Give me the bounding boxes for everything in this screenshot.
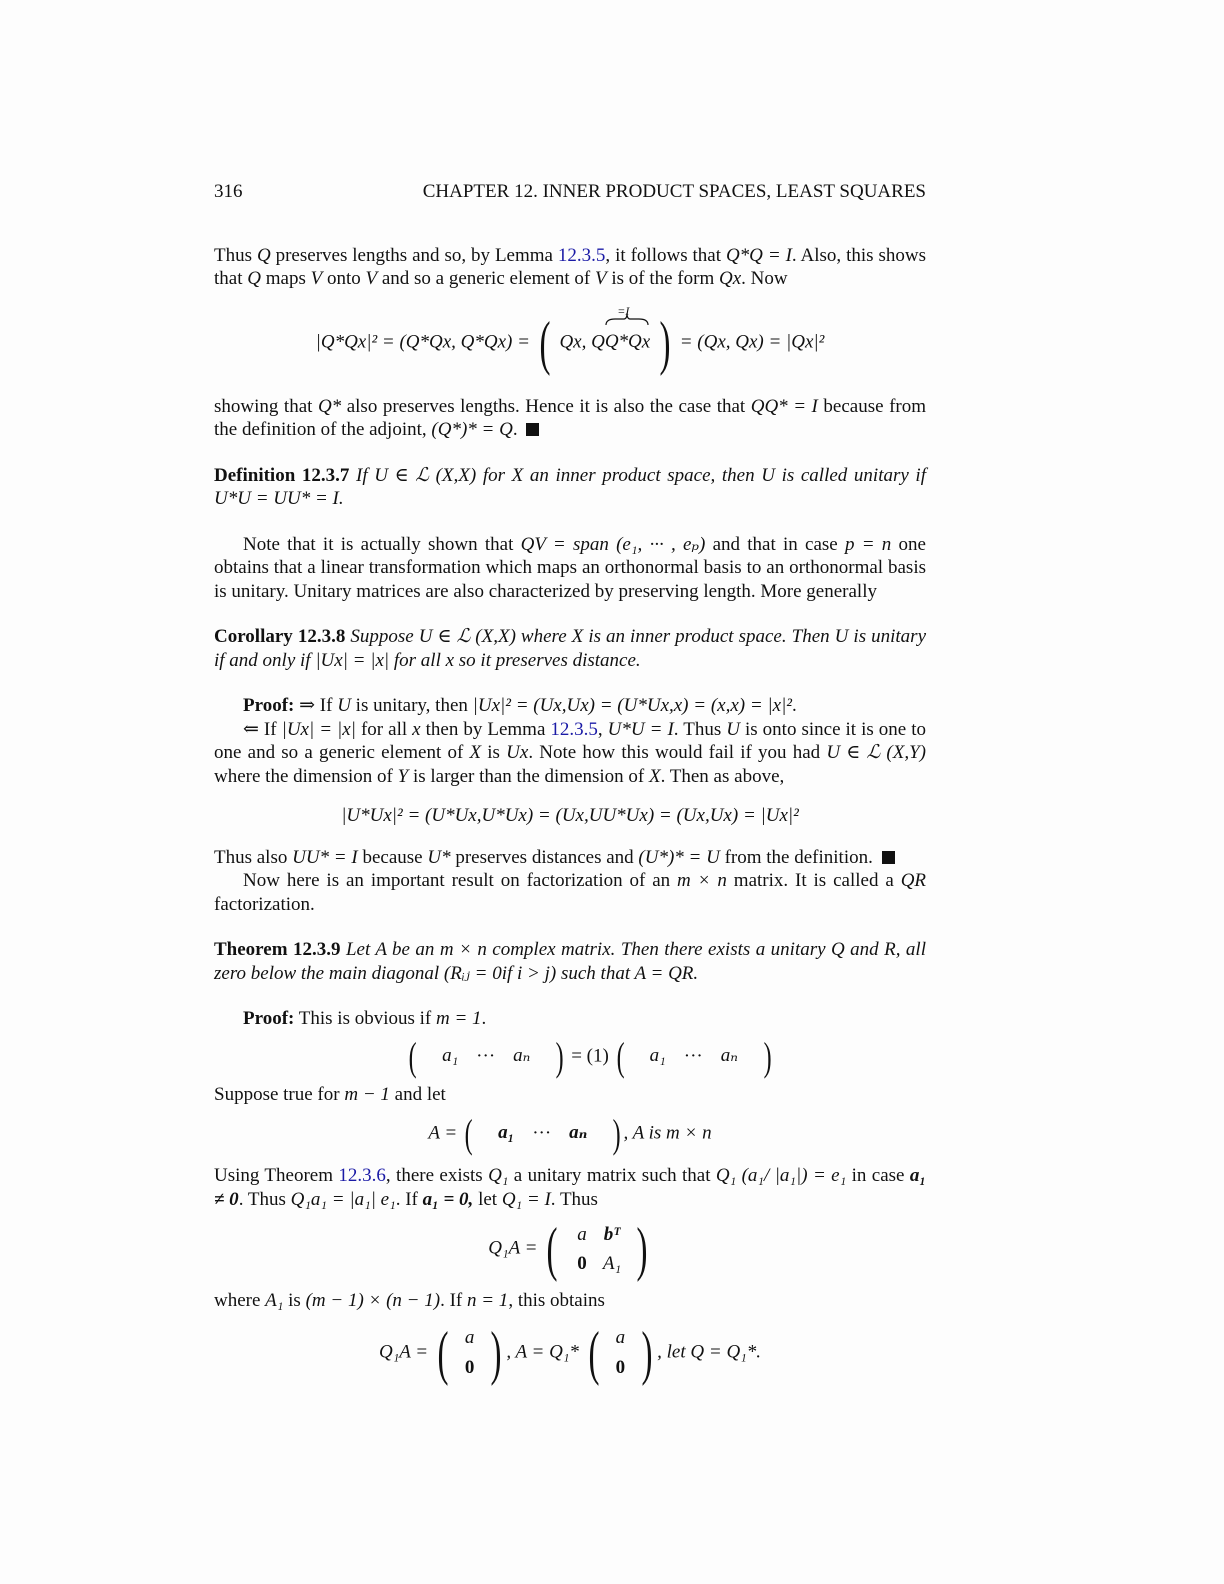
- proof: Proof: ⇒ If U is unitary, then |Ux|² = (Ux,Ux) = (U*Ux,x) = (x,x) = |x|².: [243, 695, 797, 716]
- paragraph: Using Theorem 12.3.6, there exists Q₁ a unitary matrix such that Q₁ (a₁/ |a₁|) = e₁ in case a₁ ≠ 0. Thus Q₁a₁ = |a₁| e₁. If a₁ = 0, let Q₁ = I. Thus: [214, 1165, 926, 1210]
- corollary: Corollary 12.3.8 Suppose U ∈ ℒ (X,X) where X is an inner product space. Then U is unitary if and only if |Ux| = |x| for all x so it preserves distance.: [214, 626, 927, 671]
- lemma-link[interactable]: 12.3.5: [550, 718, 598, 740]
- paragraph: Thus also UU* = I because U* preserves distances and (U*)* = U from the definition.: [214, 846, 926, 870]
- equation: Q₁A = ( a bᵀ 0 A₁ ): [488, 1216, 648, 1282]
- running-title: CHAPTER 12. INNER PRODUCT SPACES, LEAST SQUARES: [422, 181, 926, 202]
- proof: Proof: This is obvious if m = 1.: [243, 1008, 487, 1029]
- paragraph: showing that Q* also preserves lengths. Hence it is also the case that QQ* = I because from the definition of the adjoint, (Q*)* = Q.: [214, 395, 927, 440]
- qed-symbol: [526, 423, 539, 436]
- equation: |U*Ux|² = (U*Ux,U*Ux) = (Ux,UU*Ux) = (Ux,Ux) = |Ux|²: [341, 805, 799, 826]
- matrix: a bᵀ 0 A₁: [577, 1223, 622, 1274]
- equation: ( a₁ ··· aₙ ) = (1) ( a₁ ··· aₙ ): [408, 1033, 772, 1079]
- theorem-link[interactable]: 12.3.6: [338, 1165, 386, 1186]
- proof-continued: ⇐ If |Ux| = |x| for all x then by Lemma 12.3.5, U*U = I. Thus U is onto since it is one to one and so a generic element of X is Ux. Note how this would fail if you had U ∈ ℒ (X,Y) where the dimension of Y is larger than the dimension of X. Then as above,: [214, 718, 927, 787]
- equation: |Q*Qx|² = (Q*Qx, Q*Qx) = ( Qx, Q =I Q*Qx ) = (Qx, Qx) = |Qx|²: [214, 313, 926, 373]
- page-number: 316: [214, 181, 243, 202]
- paragraph: Note that it is actually shown that QV = span (e₁, ··· , eₚ) and that in case p = n one obtains that a linear transformation which maps an orthonormal basis to an orthonormal basis is unitary. Unitary matrices are also characterized by preserving length. More generally: [214, 533, 926, 602]
- paragraph: Thus Q preserves lengths and so, by Lemma 12.3.5, it follows that Q*Q = I. Also, this shows that Q maps V onto V and so a generic element of V is of the form Qx. Now: [214, 244, 927, 289]
- equation: Q₁A = ( a 0 ) , A = Q₁* ( a 0 ) , let Q = Q₁*.: [378, 1319, 762, 1386]
- page-content: [214, 180, 926, 1393]
- qed-symbol: [882, 851, 895, 864]
- definition: Definition 12.3.7 If U ∈ ℒ (X,X) for X an inner product space, then U is called unitary if U*U = UU* = I.: [214, 464, 926, 509]
- brace-label: =I: [617, 303, 630, 318]
- paragraph: where A₁ is (m − 1) × (n − 1). If n = 1, this obtains: [214, 1290, 605, 1311]
- theorem: Theorem 12.3.9 Let A be an m × n complex matrix. Then there exists a unitary Q and R, all zero below the main diagonal (Rᵢⱼ = 0if i > j) such that A = QR.: [214, 939, 926, 984]
- running-header: [214, 180, 926, 204]
- lemma-link[interactable]: 12.3.5: [557, 244, 606, 266]
- equation: A = ( a₁ ··· aₙ ) , A is m × n: [428, 1111, 712, 1156]
- paragraph: Now here is an important result on factorization of an m × n matrix. It is called a QR factorization.: [214, 870, 927, 915]
- paragraph: Suppose true for m − 1 and let: [214, 1083, 446, 1105]
